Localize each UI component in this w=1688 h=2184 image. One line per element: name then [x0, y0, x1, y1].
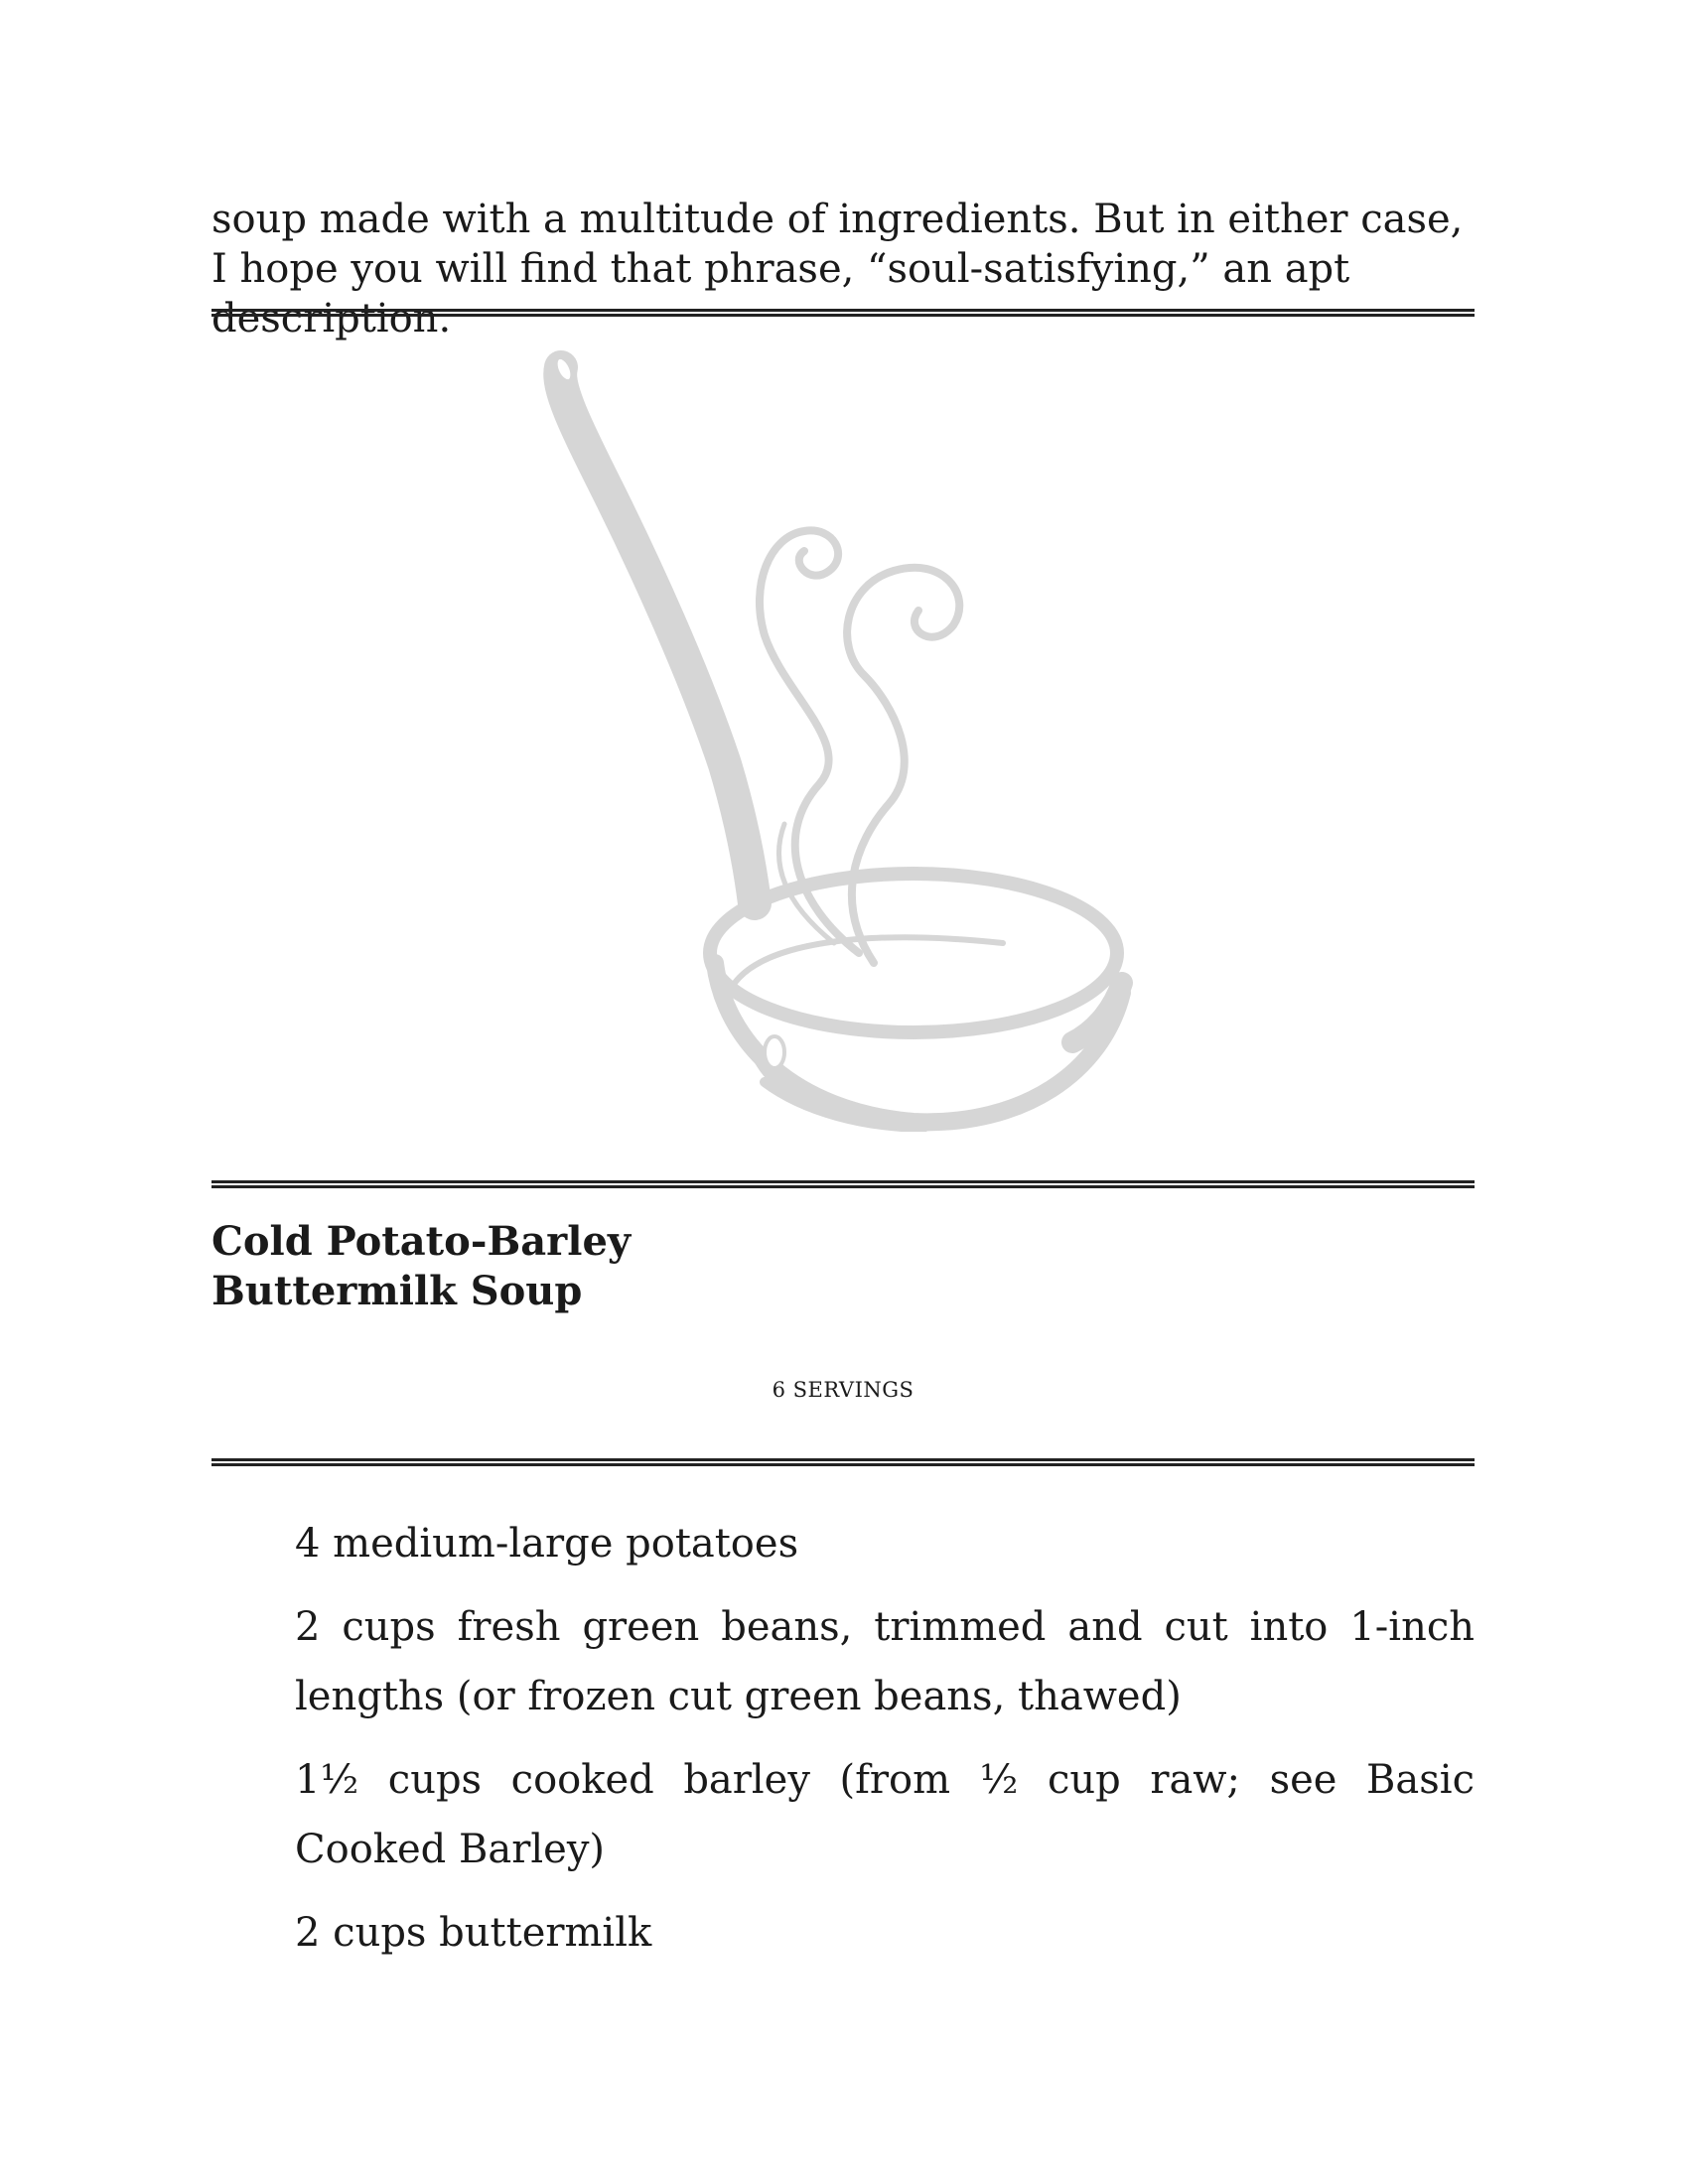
ingredient-item: 2 cups fresh green beans, trimmed and cut into 1-inch lengths (or frozen cut green beans, thawed) [295, 1604, 1475, 1719]
double-rule-divider [211, 1458, 1475, 1466]
soup-ladle-icon [536, 347, 1152, 1132]
ingredient-item: 4 medium-large potatoes [295, 1521, 799, 1567]
double-rule-divider [211, 1180, 1475, 1188]
servings-label: 6 SERVINGS [772, 1378, 914, 1402]
ingredient-item: 2 cups buttermilk [295, 1910, 652, 1956]
double-rule-divider [211, 309, 1475, 317]
recipe-title-line-1: Cold Potato-Barley [211, 1218, 632, 1265]
ingredient-item: 1½ cups cooked barley (from ½ cup raw; see Basic Cooked Barley) [295, 1757, 1475, 1872]
recipe-title-line-2: Buttermilk Soup [211, 1268, 583, 1314]
intro-paragraph: soup made with a multitude of ingredients. But in either case, I hope you will find that phrase, “soul-satisfying,” an apt description. [211, 197, 1464, 341]
ingredient-list [295, 1509, 1475, 1981]
recipe-title [211, 1217, 1105, 1316]
